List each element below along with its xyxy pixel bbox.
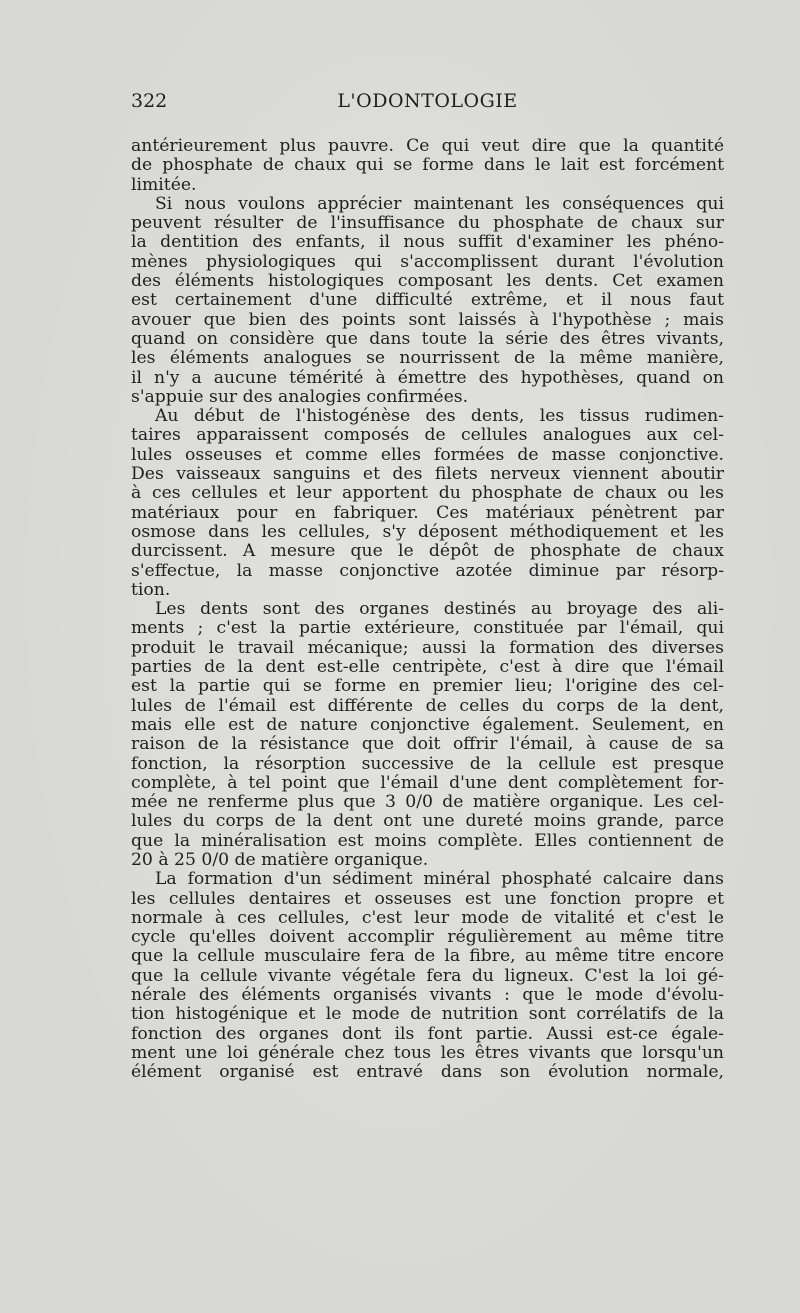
- text-line: à ces cellules et leur apportent du phosphate de chaux ou les: [131, 483, 724, 504]
- text-line: fonction, la résorption successive de la cellule est presque: [131, 753, 724, 774]
- text-line: lules osseuses et comme elles formées de masse conjonctive.: [131, 444, 724, 465]
- text-line: lules du corps de la dent ont une dureté moins grande, parce: [131, 811, 724, 832]
- text-line: tion.: [131, 579, 171, 600]
- text-line: raison de la résistance que doit offrir l'émail, à cause de sa: [131, 734, 724, 755]
- body-text: [131, 137, 724, 1083]
- text-line: est certainement d'une difficulté extrême, et il nous faut: [131, 290, 724, 311]
- text-line: s'appuie sur des analogies confirmées.: [131, 386, 469, 407]
- text-line: antérieurement plus pauvre. Ce qui veut dire que la quantité: [131, 136, 724, 156]
- text-line: 20 à 25 0/0 de matière organique.: [131, 849, 429, 870]
- text-line: La formation d'un sédiment minéral phosphaté calcaire dans: [155, 869, 724, 890]
- text-line: que la cellule musculaire fera de la fibre, au même titre encore: [131, 946, 724, 967]
- text-line: tion histogénique et le mode de nutrition sont corrélatifs de la: [131, 1004, 724, 1025]
- page-number: 322: [131, 90, 168, 112]
- text-line: fonction des organes dont ils font partie. Aussi est-ce égale-: [131, 1023, 724, 1044]
- text-line: avouer que bien des points sont laissés à l'hypothèse ; mais: [131, 309, 724, 330]
- text-line: cycle qu'elles doivent accomplir régulièrement au même titre: [131, 927, 724, 948]
- text-line: peuvent résulter de l'insuffisance du phosphate de chaux sur: [131, 213, 724, 234]
- text-line: la dentition des enfants, il nous suffit d'examiner les phéno-: [131, 232, 724, 253]
- text-line: mènes physiologiques qui s'accomplissent durant l'évolution: [131, 251, 724, 272]
- text-line: lules de l'émail est différente de celles du corps de la dent,: [131, 695, 724, 716]
- text-line: osmose dans les cellules, s'y déposent méthodiquement et les: [131, 521, 724, 542]
- text-line: nérale des éléments organisés vivants : que le mode d'évolu-: [131, 985, 724, 1006]
- text-line: parties de la dent est-elle centripète, c'est à dire que l'émail: [131, 657, 724, 678]
- text-line: les éléments analogues se nourrissent de la même manière,: [131, 348, 724, 369]
- text-line: ment une loi générale chez tous les êtres vivants que lorsqu'un: [131, 1042, 724, 1063]
- text-line: que la minéralisation est moins complète. Elles contiennent de: [131, 830, 724, 851]
- text-line: limitée.: [131, 174, 197, 195]
- text-line: Au début de l'histogénèse des dents, les tissus rudimen-: [155, 406, 724, 427]
- text-line: Des vaisseaux sanguins et des filets nerveux viennent aboutir: [131, 464, 724, 485]
- running-title: L'ODONTOLOGIE: [337, 90, 518, 112]
- text-line: que la cellule vivante végétale fera du ligneux. C'est la loi gé-: [131, 965, 724, 986]
- text-line: ments ; c'est la partie extérieure, constituée par l'émail, qui: [131, 618, 724, 639]
- text-line: durcissent. A mesure que le dépôt de phosphate de chaux: [131, 541, 724, 562]
- text-line: des éléments histologiques composant les dents. Cet examen: [131, 271, 724, 292]
- text-line: les cellules dentaires et osseuses est une fonction propre et: [131, 888, 724, 909]
- text-line: complète, à tel point que l'émail d'une dent complètement for-: [131, 772, 724, 793]
- text-line: produit le travail mécanique; aussi la formation des diverses: [131, 637, 724, 658]
- text-line: matériaux pour en fabriquer. Ces matériaux pénètrent par: [131, 502, 724, 523]
- text-line: Les dents sont des organes destinés au broyage des ali-: [155, 599, 724, 620]
- text-line: taires apparaissent composés de cellules analogues aux cel-: [131, 425, 724, 446]
- text-line: normale à ces cellules, c'est leur mode de vitalité et c'est le: [131, 907, 724, 928]
- text-line: mais elle est de nature conjonctive également. Seulement, en: [131, 714, 724, 735]
- text-line: quand on considère que dans toute la série des êtres vivants,: [131, 328, 724, 349]
- text-line: est la partie qui se forme en premier lieu; l'origine des cel-: [131, 676, 724, 697]
- page-header: [131, 88, 724, 114]
- text-line: mée ne renferme plus que 3 0/0 de matière organique. Les cel-: [131, 792, 724, 813]
- text-line: s'effectue, la masse conjonctive azotée diminue par résorp-: [131, 560, 724, 581]
- text-line: Si nous voulons apprécier maintenant les conséquences qui: [155, 193, 724, 214]
- text-line: il n'y a aucune témérité à émettre des hypothèses, quand on: [131, 367, 724, 388]
- text-line: de phosphate de chaux qui se forme dans le lait est forcément: [131, 155, 724, 176]
- text-line: élément organisé est entravé dans son évolution normale,: [131, 1062, 724, 1083]
